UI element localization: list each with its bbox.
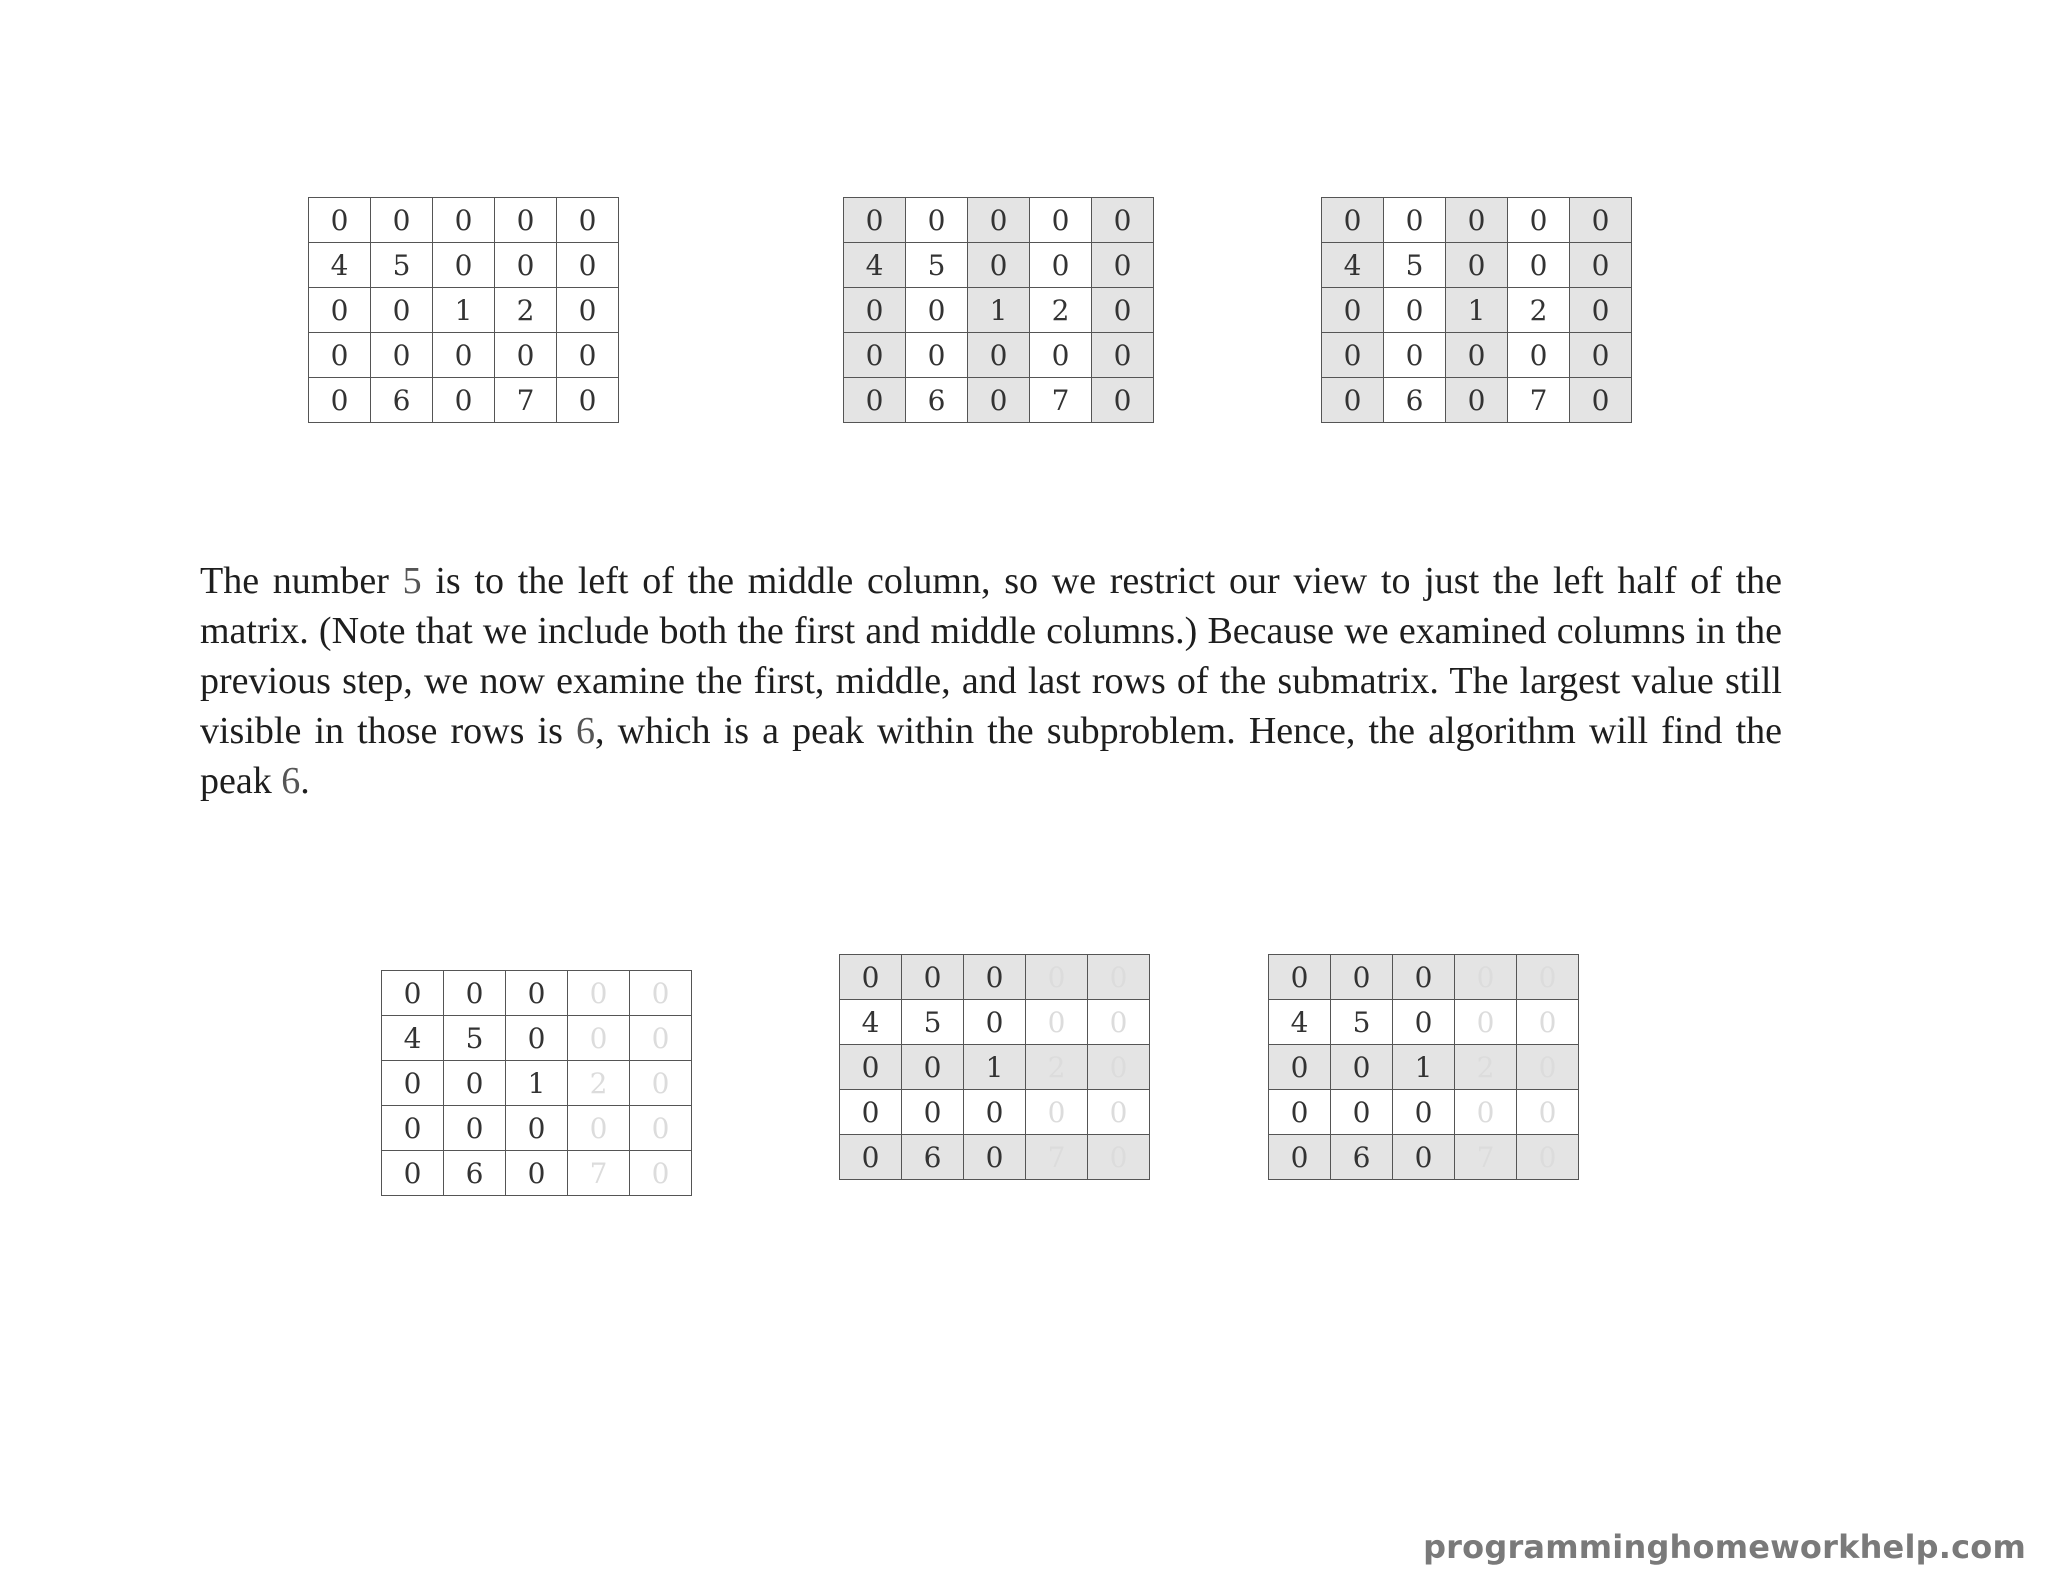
matrix-cell: 0	[1517, 955, 1579, 1000]
matrix-top-1	[308, 197, 619, 423]
matrix-cell: 0	[1322, 378, 1384, 423]
matrix-bottom-2	[839, 954, 1150, 1180]
matrix-cell: 0	[630, 1061, 692, 1106]
matrix-cell: 5	[1384, 243, 1446, 288]
matrix-cell: 0	[1030, 243, 1092, 288]
matrix-cell: 0	[1455, 1090, 1517, 1135]
matrix-cell: 0	[1088, 1135, 1150, 1180]
matrix-cell: 0	[1092, 333, 1154, 378]
matrix-cell: 0	[840, 955, 902, 1000]
matrix-row	[840, 1135, 1150, 1180]
matrix-cell: 4	[840, 1000, 902, 1045]
matrix-cell: 0	[902, 955, 964, 1000]
paragraph-number: 6	[281, 760, 301, 802]
matrix-cell: 0	[495, 333, 557, 378]
matrix-cell: 0	[1446, 378, 1508, 423]
matrix-cell: 0	[1026, 1000, 1088, 1045]
matrix-cell: 0	[382, 1151, 444, 1196]
matrix-cell: 6	[1384, 378, 1446, 423]
matrix-cell: 0	[568, 1106, 630, 1151]
matrix-cell: 7	[1026, 1135, 1088, 1180]
matrix-cell: 0	[557, 333, 619, 378]
matrix-top-2	[843, 197, 1154, 423]
matrix-cell: 0	[964, 1135, 1026, 1180]
matrix-cell: 0	[1088, 1090, 1150, 1135]
paragraph-number: 6	[576, 710, 595, 752]
matrix-row	[309, 378, 619, 423]
matrix-cell: 0	[1508, 333, 1570, 378]
matrix-row	[1269, 1000, 1579, 1045]
matrix-cell: 0	[444, 1106, 506, 1151]
matrix-cell: 0	[433, 198, 495, 243]
matrix-cell: 1	[433, 288, 495, 333]
matrix-cell: 0	[1446, 333, 1508, 378]
matrix-cell: 0	[1455, 1000, 1517, 1045]
matrix-cell: 0	[1508, 243, 1570, 288]
matrix-cell: 0	[1026, 955, 1088, 1000]
matrix-cell: 0	[1517, 1135, 1579, 1180]
matrix-cell: 0	[1384, 198, 1446, 243]
matrix-row	[844, 378, 1154, 423]
matrix-cell: 0	[1030, 333, 1092, 378]
matrix-cell: 0	[1384, 288, 1446, 333]
matrix-cell: 0	[1570, 243, 1632, 288]
matrix-cell: 0	[382, 971, 444, 1016]
matrix-cell: 0	[1446, 243, 1508, 288]
matrix-cell: 0	[964, 1090, 1026, 1135]
matrix-cell: 6	[902, 1135, 964, 1180]
matrix-cell: 4	[1322, 243, 1384, 288]
matrix-cell: 6	[371, 378, 433, 423]
matrix-cell: 5	[371, 243, 433, 288]
matrix-cell: 0	[1455, 955, 1517, 1000]
matrix-cell: 0	[844, 378, 906, 423]
matrix-cell: 0	[1393, 1135, 1455, 1180]
matrix-row	[1322, 288, 1632, 333]
matrix-cell: 0	[902, 1090, 964, 1135]
matrix-cell: 0	[968, 378, 1030, 423]
matrix-cell: 4	[309, 243, 371, 288]
paragraph-text: is to the left of the middle column, so we restrict our view to just the left half of the matrix. (Note that we include both the first and middle columns.) Because we examined columns in the previous step, we now examine the first, middle, and last rows of the submatrix. The largest value still visible in those rows is	[200, 560, 1782, 752]
matrix-cell: 0	[433, 378, 495, 423]
matrix-cell: 7	[1030, 378, 1092, 423]
matrix-cell: 0	[506, 1106, 568, 1151]
matrix-bottom-1	[381, 970, 692, 1196]
matrix-cell: 0	[371, 333, 433, 378]
matrix-row	[844, 288, 1154, 333]
matrix-cell: 0	[630, 971, 692, 1016]
matrix-cell: 0	[964, 1000, 1026, 1045]
matrix-cell: 0	[1269, 1045, 1331, 1090]
matrix-cell: 0	[506, 1151, 568, 1196]
matrix-cell: 0	[506, 971, 568, 1016]
matrix-cell: 0	[1322, 288, 1384, 333]
matrix-row	[844, 198, 1154, 243]
matrix-cell: 0	[1088, 1045, 1150, 1090]
matrix-cell: 0	[382, 1106, 444, 1151]
matrix-row	[1269, 1090, 1579, 1135]
matrix-row	[382, 1151, 692, 1196]
matrix-cell: 0	[1331, 1090, 1393, 1135]
matrix-cell: 2	[1455, 1045, 1517, 1090]
paragraph-number: 5	[402, 560, 422, 602]
matrix-cell: 0	[1092, 198, 1154, 243]
matrix-row	[1269, 1135, 1579, 1180]
matrix-cell: 0	[444, 971, 506, 1016]
matrix-cell: 0	[371, 198, 433, 243]
matrix-cell: 0	[1393, 1000, 1455, 1045]
matrix-cell: 0	[1026, 1090, 1088, 1135]
site-watermark: programminghomeworkhelp.com	[1423, 1528, 2026, 1566]
matrix-cell: 0	[557, 243, 619, 288]
matrix-cell: 0	[840, 1045, 902, 1090]
matrix-cell: 0	[1508, 198, 1570, 243]
matrix-cell: 0	[557, 288, 619, 333]
matrix-cell: 4	[844, 243, 906, 288]
matrix-cell: 0	[1570, 198, 1632, 243]
matrix-row	[844, 333, 1154, 378]
matrix-row	[1269, 1045, 1579, 1090]
matrix-cell: 6	[444, 1151, 506, 1196]
matrix-bottom-3	[1268, 954, 1579, 1180]
explanation-paragraph	[200, 556, 1782, 806]
matrix-cell: 0	[506, 1016, 568, 1061]
matrix-cell: 0	[630, 1016, 692, 1061]
matrix-cell: 7	[1455, 1135, 1517, 1180]
matrix-cell: 0	[433, 333, 495, 378]
matrix-cell: 0	[557, 198, 619, 243]
matrix-cell: 4	[382, 1016, 444, 1061]
matrix-cell: 0	[840, 1135, 902, 1180]
matrix-cell: 0	[1570, 333, 1632, 378]
matrix-cell: 0	[1269, 955, 1331, 1000]
matrix-cell: 0	[1517, 1090, 1579, 1135]
matrix-cell: 0	[902, 1045, 964, 1090]
matrix-row	[309, 333, 619, 378]
matrix-cell: 0	[968, 333, 1030, 378]
matrix-top-3	[1321, 197, 1632, 423]
matrix-cell: 0	[1570, 378, 1632, 423]
matrix-row	[840, 1000, 1150, 1045]
matrix-cell: 0	[1092, 378, 1154, 423]
matrix-cell: 2	[1030, 288, 1092, 333]
matrix-row	[840, 955, 1150, 1000]
matrix-row	[1322, 243, 1632, 288]
matrix-row	[844, 243, 1154, 288]
matrix-cell: 0	[495, 243, 557, 288]
matrix-cell: 0	[968, 243, 1030, 288]
matrix-cell: 0	[382, 1061, 444, 1106]
matrix-cell: 0	[1322, 198, 1384, 243]
matrix-cell: 0	[309, 288, 371, 333]
matrix-row	[382, 1061, 692, 1106]
matrix-cell: 0	[371, 288, 433, 333]
matrix-row	[309, 288, 619, 333]
matrix-cell: 0	[557, 378, 619, 423]
matrix-row	[1269, 955, 1579, 1000]
matrix-cell: 7	[1508, 378, 1570, 423]
matrix-cell: 0	[433, 243, 495, 288]
matrix-cell: 6	[1331, 1135, 1393, 1180]
matrix-cell: 1	[1446, 288, 1508, 333]
matrix-row	[840, 1045, 1150, 1090]
matrix-cell: 0	[444, 1061, 506, 1106]
matrix-cell: 5	[1331, 1000, 1393, 1045]
matrix-cell: 6	[906, 378, 968, 423]
matrix-cell: 0	[844, 198, 906, 243]
matrix-cell: 0	[844, 333, 906, 378]
matrix-cell: 0	[630, 1151, 692, 1196]
matrix-row	[309, 198, 619, 243]
matrix-row	[382, 971, 692, 1016]
matrix-cell: 5	[906, 243, 968, 288]
matrix-row	[309, 243, 619, 288]
matrix-cell: 0	[1088, 955, 1150, 1000]
matrix-cell: 1	[506, 1061, 568, 1106]
matrix-cell: 0	[906, 198, 968, 243]
matrix-cell: 7	[568, 1151, 630, 1196]
matrix-cell: 0	[1384, 333, 1446, 378]
matrix-cell: 0	[1088, 1000, 1150, 1045]
matrix-row	[840, 1090, 1150, 1135]
matrix-cell: 0	[1269, 1135, 1331, 1180]
matrix-cell: 0	[1517, 1000, 1579, 1045]
matrix-row	[382, 1016, 692, 1061]
matrix-cell: 0	[568, 1016, 630, 1061]
matrix-cell: 0	[1030, 198, 1092, 243]
matrix-cell: 0	[840, 1090, 902, 1135]
matrix-cell: 0	[1331, 1045, 1393, 1090]
matrix-cell: 0	[906, 288, 968, 333]
matrix-cell: 0	[568, 971, 630, 1016]
matrix-cell: 0	[1322, 333, 1384, 378]
matrix-cell: 5	[902, 1000, 964, 1045]
matrix-cell: 0	[1570, 288, 1632, 333]
matrix-cell: 0	[1092, 243, 1154, 288]
matrix-cell: 1	[968, 288, 1030, 333]
matrix-cell: 0	[309, 198, 371, 243]
matrix-cell: 0	[630, 1106, 692, 1151]
matrix-cell: 5	[444, 1016, 506, 1061]
paragraph-text: , which is a peak within the subproblem. Hence, the algorithm will find the peak	[200, 710, 1782, 802]
matrix-cell: 0	[964, 955, 1026, 1000]
matrix-cell: 0	[1269, 1090, 1331, 1135]
matrix-cell: 0	[844, 288, 906, 333]
matrix-cell: 0	[1331, 955, 1393, 1000]
matrix-cell: 7	[495, 378, 557, 423]
matrix-cell: 0	[309, 378, 371, 423]
matrix-row	[382, 1106, 692, 1151]
matrix-cell: 0	[1446, 198, 1508, 243]
matrix-cell: 0	[1092, 288, 1154, 333]
matrix-cell: 0	[1393, 955, 1455, 1000]
matrix-row	[1322, 378, 1632, 423]
matrix-cell: 2	[568, 1061, 630, 1106]
matrix-cell: 0	[1393, 1090, 1455, 1135]
matrix-cell: 2	[495, 288, 557, 333]
matrix-cell: 0	[906, 333, 968, 378]
paragraph-text: .	[300, 760, 310, 802]
matrix-cell: 0	[968, 198, 1030, 243]
matrix-cell: 2	[1508, 288, 1570, 333]
matrix-cell: 4	[1269, 1000, 1331, 1045]
matrix-cell: 1	[964, 1045, 1026, 1090]
matrix-row	[1322, 333, 1632, 378]
matrix-cell: 0	[495, 198, 557, 243]
matrix-cell: 1	[1393, 1045, 1455, 1090]
paragraph-text: The number	[200, 560, 403, 602]
matrix-cell: 2	[1026, 1045, 1088, 1090]
matrix-cell: 0	[309, 333, 371, 378]
matrix-row	[1322, 198, 1632, 243]
matrix-cell: 0	[1517, 1045, 1579, 1090]
